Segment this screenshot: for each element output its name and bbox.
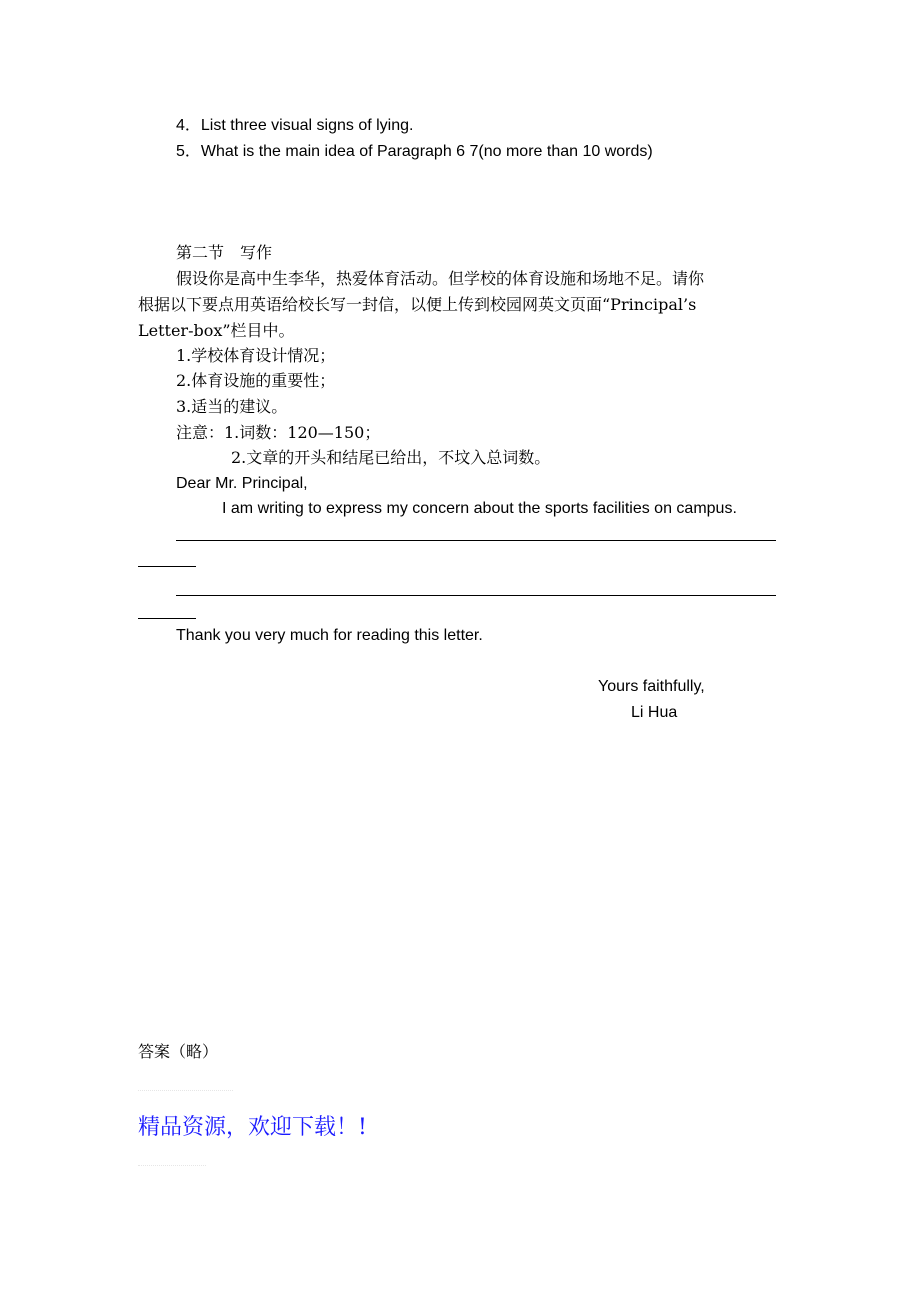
letter-opening: I am writing to express my concern about the sports facilities on campus. <box>222 500 737 517</box>
note-line-1: 注意：1.词数：120—150； <box>176 423 381 442</box>
letter-signature: Li Hua <box>631 704 678 721</box>
answer-blank-line <box>176 540 776 541</box>
question-text: List three visual signs of lying. <box>200 117 414 134</box>
section-title: 第二节 写作 <box>176 243 273 262</box>
letter-closing: Thank you very much for reading this letter. <box>176 627 483 644</box>
point-2: 2.体育设施的重要性； <box>176 371 336 390</box>
note-line-2: 2.文章的开头和结尾已给出，不坟入总词数。 <box>231 448 551 467</box>
answer-blank-line <box>176 595 776 596</box>
answer-blank-line <box>138 618 196 619</box>
faint-rule <box>138 1090 233 1091</box>
prompt-line-3: Letter-box”栏目中。 <box>138 321 295 340</box>
prompt-line-2: 根据以下要点用英语给校长写一封信，以便上传到校园网英文页面“Principal’s <box>138 295 697 314</box>
prompt-line-1: 假设你是高中生李华，热爱体育活动。但学校的体育设施和场地不足。请你 <box>176 269 705 288</box>
faint-rule <box>138 1165 206 1166</box>
salutation: Dear Mr. Principal, <box>176 475 308 492</box>
question-text: What is the main idea of Paragraph 6 7(no more than 10 words) <box>200 143 653 160</box>
footer-ad: 精品资源，欢迎下载！! <box>138 1115 367 1140</box>
letter-signoff: Yours faithfully, <box>598 678 705 695</box>
question-4 <box>176 115 413 137</box>
question-5 <box>176 141 653 163</box>
question-number: 4． <box>176 117 201 134</box>
answer-blank-line <box>138 566 196 567</box>
point-3: 3.适当的建议。 <box>176 397 288 416</box>
point-1: 1.学校体育设计情况； <box>176 346 336 365</box>
question-number: 5． <box>176 143 201 160</box>
answer-note: 答案（略） <box>138 1042 219 1061</box>
